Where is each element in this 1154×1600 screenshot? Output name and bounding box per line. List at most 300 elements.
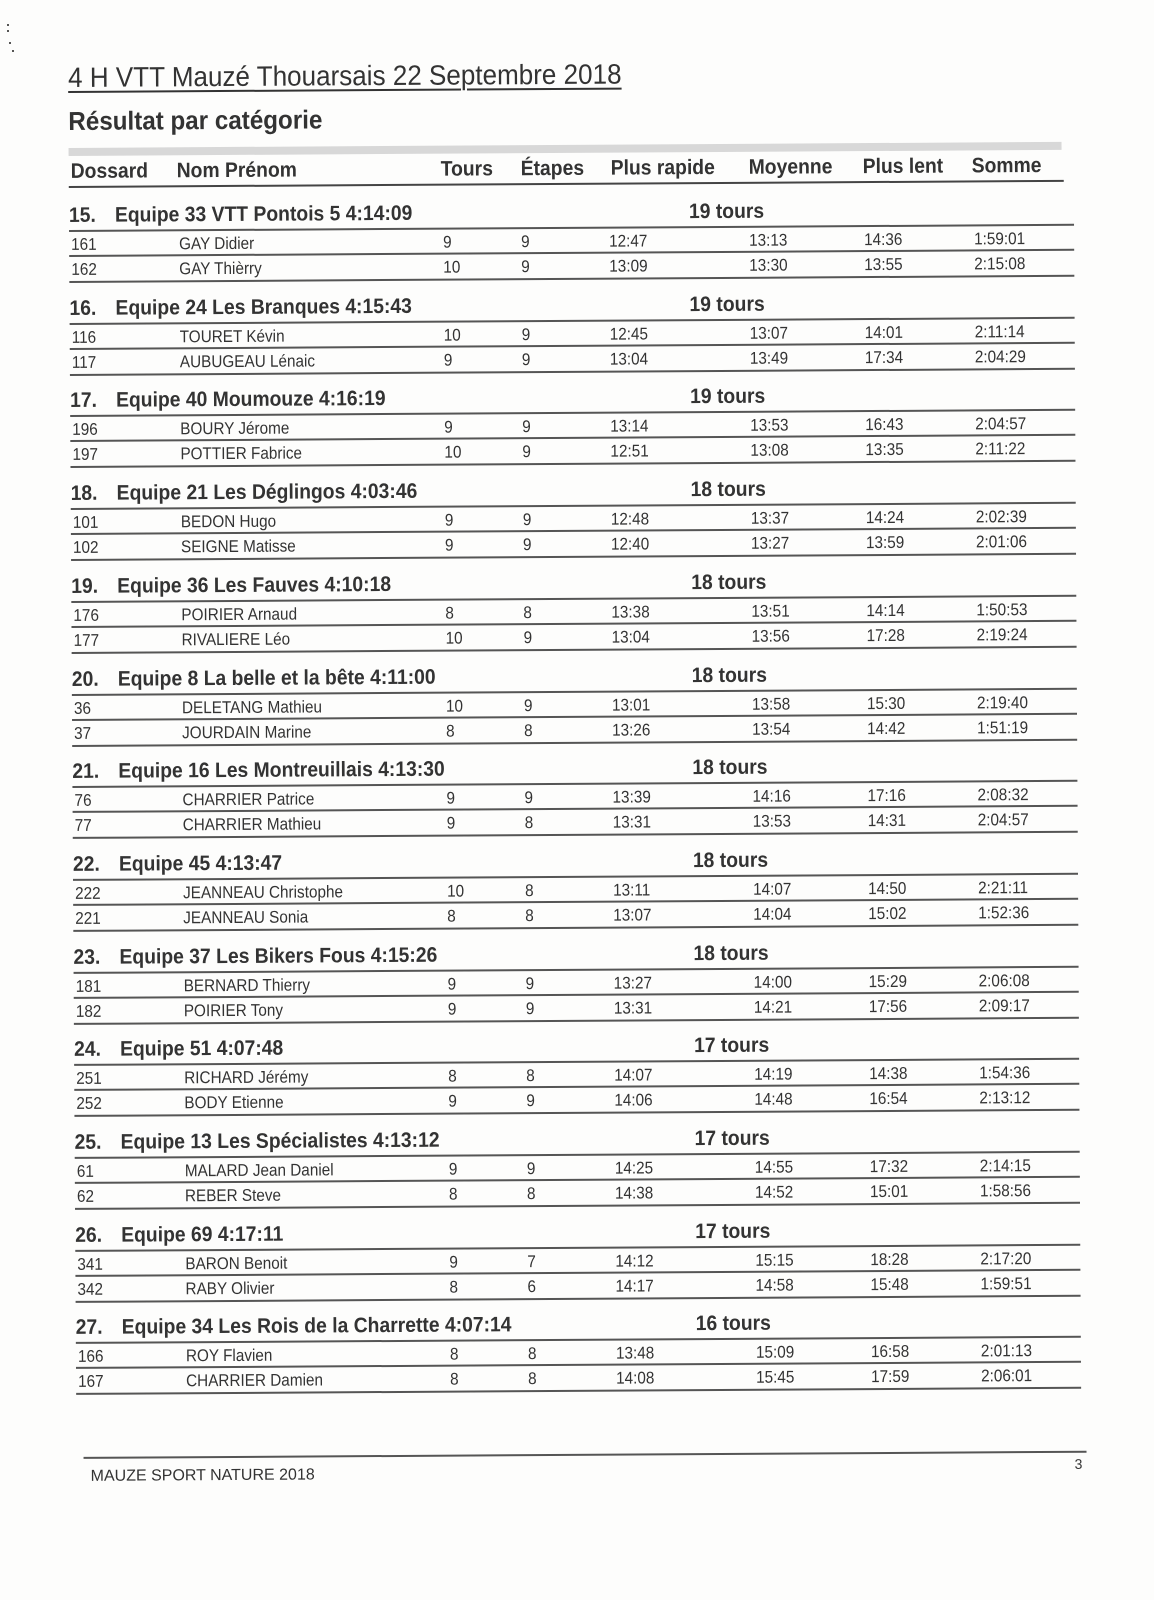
- cell-etapes: 9: [521, 324, 531, 344]
- cell-plus-rapide: 13:09: [609, 256, 648, 276]
- cell-tours: 9: [443, 232, 452, 252]
- cell-plus-lent: 15:48: [870, 1274, 909, 1294]
- cell-nom: DELETANG Mathieu: [181, 696, 323, 717]
- cell-plus-lent: 15:01: [869, 1181, 909, 1202]
- team-total-laps: 16 tours: [695, 1312, 771, 1336]
- cell-etapes: 8: [526, 1066, 535, 1086]
- cell-somme: 2:21:11: [978, 877, 1029, 898]
- team-title: [71, 480, 418, 506]
- cell-moyenne: 13:56: [751, 626, 790, 646]
- cell-moyenne: 14:55: [754, 1157, 794, 1177]
- cell-tours: 9: [447, 999, 457, 1019]
- cell-plus-lent: 13:35: [865, 440, 904, 460]
- team-title: [70, 387, 386, 413]
- cell-dossard: 251: [76, 1069, 102, 1089]
- cell-somme: 2:02:39: [975, 507, 1027, 527]
- cell-moyenne: 13:58: [751, 694, 791, 714]
- cell-plus-lent: 17:56: [868, 996, 908, 1016]
- cell-nom: BOURY Jérome: [180, 418, 290, 439]
- team-header: [72, 754, 1077, 782]
- team-total-laps: 18 tours: [690, 477, 766, 502]
- cell-tours: 8: [447, 906, 456, 926]
- team-rank: 21.: [72, 759, 100, 784]
- cell-dossard: 167: [78, 1372, 104, 1392]
- rider-row: [71, 527, 1076, 561]
- rider-row: [73, 898, 1078, 932]
- cell-dossard: 76: [74, 791, 92, 811]
- cell-tours: 8: [445, 603, 454, 623]
- cell-nom: RICHARD Jérémy: [184, 1067, 309, 1088]
- team-rank: 19.: [71, 574, 99, 598]
- cell-dossard: 196: [72, 420, 98, 440]
- cell-tours: 8: [448, 1066, 457, 1086]
- cell-plus-rapide: 13:11: [613, 880, 651, 900]
- cell-moyenne: 14:58: [755, 1275, 794, 1295]
- cell-plus-rapide: 12:48: [610, 509, 650, 529]
- team-header: [73, 847, 1078, 875]
- cell-nom: CHARRIER Damien: [186, 1370, 324, 1391]
- cell-dossard: 101: [72, 512, 99, 533]
- rider-row: [72, 712, 1077, 746]
- rider-row: [73, 805, 1078, 839]
- cell-tours: 9: [447, 974, 457, 994]
- cell-moyenne: 14:00: [753, 972, 792, 992]
- cell-etapes: 8: [526, 1184, 536, 1204]
- cell-tours: 8: [448, 1184, 458, 1204]
- cell-tours: 10: [443, 325, 461, 345]
- cell-tours: 9: [448, 1159, 458, 1179]
- cell-somme: 2:09:17: [978, 995, 1030, 1015]
- team-header: [73, 939, 1078, 967]
- cell-plus-rapide: 12:51: [610, 441, 649, 462]
- team-name: Equipe 34 Les Rois de la Charrette 4:07:14: [121, 1313, 512, 1340]
- footer-text: MAUZE SPORT NATURE 2018: [90, 1466, 315, 1485]
- team-total-laps: 17 tours: [695, 1219, 771, 1243]
- cell-somme: 2:04:29: [974, 346, 1026, 367]
- cell-dossard: 37: [74, 723, 92, 743]
- team-total-laps: 18 tours: [693, 941, 769, 965]
- cell-moyenne: 15:09: [755, 1342, 795, 1363]
- cell-somme: 2:15:08: [974, 254, 1026, 274]
- cell-plus-rapide: 13:39: [612, 787, 651, 807]
- cell-plus-lent: 13:55: [864, 254, 903, 275]
- cell-plus-rapide: 14:07: [614, 1065, 653, 1085]
- header-nom: Nom Prénom: [176, 158, 297, 183]
- cell-plus-rapide: 13:01: [611, 694, 651, 715]
- team-rank: 15.: [68, 203, 96, 227]
- team-title: [72, 758, 445, 784]
- cell-nom: BARON Benoit: [185, 1253, 288, 1273]
- team-name: Equipe 24 Les Branques 4:15:43: [115, 294, 412, 320]
- team-total-laps: 19 tours: [689, 292, 765, 316]
- cell-plus-rapide: 12:40: [610, 534, 650, 554]
- rider-row: [76, 1361, 1081, 1395]
- cell-plus-rapide: 14:17: [615, 1276, 654, 1296]
- cell-plus-rapide: 13:31: [613, 997, 653, 1018]
- team-title: [69, 295, 412, 321]
- cell-plus-lent: 14:42: [867, 718, 906, 738]
- rider-row: [74, 1083, 1079, 1117]
- cell-tours: 9: [443, 350, 453, 370]
- cell-etapes: 8: [524, 813, 534, 833]
- team-title: [72, 665, 436, 691]
- team-rank: 16.: [69, 296, 97, 320]
- cell-etapes: 8: [524, 720, 533, 740]
- cell-etapes: 9: [521, 232, 530, 252]
- footer-divider: [84, 1451, 1087, 1459]
- cell-somme: 2:01:06: [975, 532, 1028, 552]
- cell-moyenne: 14:16: [752, 786, 791, 806]
- cell-etapes: 6: [527, 1276, 537, 1296]
- cell-etapes: 9: [526, 1091, 535, 1111]
- team-header: [70, 383, 1075, 411]
- cell-somme: 2:19:40: [976, 692, 1029, 712]
- team-rank: 17.: [70, 389, 98, 413]
- cell-somme: 2:04:57: [977, 810, 1029, 830]
- cell-plus-lent: 17:28: [866, 625, 905, 645]
- cell-nom: POIRIER Tony: [183, 1000, 284, 1020]
- cell-etapes: 8: [525, 906, 534, 926]
- document-title: 4 H VTT Mauzé Thouarsais 22 Septembre 2018: [68, 58, 622, 93]
- team-header: [76, 1310, 1081, 1338]
- team-name: Equipe 13 Les Spécialistes 4:13:12: [120, 1128, 440, 1154]
- cell-moyenne: 13:30: [749, 255, 788, 275]
- rider-row: [74, 990, 1079, 1024]
- cell-moyenne: 13:54: [752, 719, 791, 739]
- cell-moyenne: 14:21: [753, 997, 793, 1017]
- cell-etapes: 8: [525, 881, 534, 901]
- header-moyenne: Moyenne: [748, 155, 833, 179]
- cell-moyenne: 13:53: [750, 415, 789, 436]
- cell-etapes: 9: [521, 257, 530, 277]
- header-etapes: Étapes: [520, 156, 585, 181]
- cell-somme: 1:54:36: [979, 1063, 1031, 1083]
- cell-tours: 9: [444, 535, 454, 555]
- cell-dossard: 222: [75, 883, 101, 903]
- team-header: [71, 476, 1076, 504]
- cell-plus-lent: 17:59: [871, 1367, 910, 1387]
- cell-plus-lent: 14:31: [867, 811, 907, 831]
- cell-plus-lent: 14:50: [868, 878, 907, 898]
- cell-tours: 9: [446, 813, 456, 833]
- cell-etapes: 7: [527, 1251, 536, 1271]
- cell-dossard: 62: [76, 1186, 95, 1206]
- team-rank: 24.: [73, 1038, 101, 1062]
- cell-etapes: 9: [523, 695, 533, 715]
- cell-nom: SEIGNE Matisse: [180, 536, 296, 557]
- cell-nom: RABY Olivier: [185, 1278, 275, 1298]
- cell-nom: GAY Thièrry: [179, 258, 262, 279]
- team-name: Equipe 33 VTT Pontois 5 4:14:09: [114, 201, 413, 227]
- cell-tours: 9: [446, 788, 456, 808]
- cell-plus-lent: 14:14: [866, 600, 905, 620]
- cell-dossard: 341: [77, 1254, 103, 1274]
- team-header: [71, 569, 1076, 597]
- cell-dossard: 182: [75, 1001, 102, 1021]
- cell-nom: POTTIER Fabrice: [180, 443, 303, 464]
- team-total-laps: 18 tours: [691, 663, 768, 687]
- cell-somme: 2:11:14: [974, 321, 1025, 342]
- cell-plus-rapide: 13:04: [609, 349, 649, 369]
- cell-tours: 8: [450, 1369, 459, 1390]
- cell-plus-lent: 15:02: [868, 903, 907, 923]
- cell-moyenne: 14:04: [753, 904, 792, 924]
- cell-plus-lent: 16:43: [865, 415, 904, 435]
- cell-plus-lent: 14:38: [869, 1064, 908, 1084]
- rider-row: [70, 434, 1075, 468]
- cell-etapes: 9: [522, 417, 531, 437]
- team-name: Equipe 8 La belle et la bête 4:11:00: [117, 665, 436, 691]
- cell-dossard: 197: [72, 445, 99, 465]
- team-rank: 25.: [74, 1130, 102, 1154]
- cell-tours: 10: [445, 628, 463, 648]
- team-header: [75, 1125, 1080, 1153]
- cell-plus-rapide: 13:38: [611, 602, 650, 622]
- cell-nom: REBER Steve: [184, 1185, 282, 1206]
- team-total-laps: 17 tours: [694, 1126, 770, 1151]
- cell-plus-lent: 14:01: [864, 322, 904, 342]
- cell-plus-rapide: 13:48: [615, 1343, 655, 1364]
- cell-moyenne: 14:19: [754, 1064, 793, 1085]
- cell-plus-rapide: 13:07: [613, 905, 652, 925]
- cell-plus-rapide: 14:12: [615, 1251, 654, 1271]
- cell-etapes: 8: [527, 1344, 537, 1364]
- team-header: [69, 290, 1074, 318]
- team-name: Equipe 36 Les Fauves 4:10:18: [117, 572, 392, 598]
- cell-dossard: 181: [75, 976, 102, 996]
- cell-dossard: 161: [71, 234, 97, 254]
- team-rank: 23.: [73, 945, 101, 969]
- team-title: [75, 1222, 283, 1247]
- cell-dossard: 61: [76, 1161, 94, 1181]
- cell-somme: 1:58:56: [979, 1181, 1032, 1201]
- cell-somme: 2:19:24: [976, 624, 1028, 645]
- cell-plus-lent: 18:28: [870, 1249, 909, 1269]
- team-total-laps: 17 tours: [693, 1033, 770, 1058]
- cell-nom: RIVALIERE Léo: [181, 629, 291, 650]
- cell-tours: 10: [445, 696, 464, 716]
- header-somme: Somme: [971, 154, 1042, 178]
- cell-plus-lent: 14:24: [865, 507, 905, 528]
- cell-plus-rapide: 12:47: [609, 231, 648, 251]
- team-rank: 26.: [75, 1223, 103, 1247]
- cell-etapes: 8: [523, 602, 532, 622]
- team-title: [73, 943, 437, 969]
- cell-nom: BERNARD Thierry: [183, 975, 311, 995]
- cell-plus-rapide: 14:38: [614, 1183, 654, 1203]
- cell-tours: 9: [444, 417, 453, 438]
- cell-moyenne: 13:53: [752, 811, 792, 831]
- team-title: [69, 202, 413, 228]
- cell-plus-rapide: 14:08: [616, 1368, 655, 1389]
- team-title: [76, 1314, 512, 1341]
- team-name: Equipe 51 4:07:48: [119, 1036, 284, 1061]
- cell-moyenne: 13:49: [749, 348, 789, 368]
- cell-dossard: 36: [73, 698, 92, 718]
- team-rank: 22.: [72, 852, 100, 876]
- cell-dossard: 166: [77, 1347, 104, 1367]
- cell-somme: 2:17:20: [980, 1248, 1032, 1269]
- team-total-laps: 19 tours: [688, 199, 765, 224]
- team-rank: 20.: [71, 667, 99, 691]
- cell-etapes: 9: [526, 1159, 536, 1179]
- cell-plus-rapide: 13:31: [612, 812, 652, 832]
- cell-etapes: 9: [522, 535, 532, 555]
- cell-dossard: 116: [71, 327, 97, 347]
- cell-plus-rapide: 12:45: [609, 324, 649, 344]
- cell-somme: 2:13:12: [979, 1088, 1031, 1108]
- cell-tours: 9: [444, 510, 454, 530]
- team-rank: 27.: [75, 1316, 103, 1340]
- cell-plus-lent: 14:36: [864, 229, 903, 250]
- team-total-laps: 18 tours: [691, 570, 767, 594]
- cell-somme: 1:59:51: [980, 1273, 1032, 1294]
- cell-dossard: 102: [72, 537, 99, 558]
- cell-plus-lent: 16:58: [870, 1342, 910, 1362]
- cell-dossard: 77: [74, 816, 92, 836]
- cell-somme: 2:01:13: [980, 1341, 1033, 1361]
- team-title: [73, 852, 282, 877]
- cell-tours: 8: [449, 1344, 459, 1365]
- cell-plus-lent: 17:34: [864, 347, 904, 367]
- cell-nom: GAY Didier: [179, 233, 255, 254]
- rider-row: [71, 620, 1076, 654]
- cell-somme: 2:06:01: [980, 1366, 1033, 1386]
- cell-plus-rapide: 14:06: [614, 1090, 653, 1110]
- cell-somme: 2:08:32: [977, 785, 1029, 805]
- cell-moyenne: 13:07: [749, 323, 789, 343]
- cell-etapes: 8: [528, 1369, 537, 1389]
- cell-somme: 1:52:36: [978, 902, 1030, 923]
- cell-nom: MALARD Jean Daniel: [184, 1160, 334, 1181]
- cell-plus-rapide: 13:27: [613, 972, 652, 993]
- team-title: [71, 573, 391, 599]
- cell-nom: ROY Flavien: [185, 1346, 273, 1366]
- team-name: Equipe 21 Les Déglingos 4:03:46: [116, 479, 418, 505]
- cell-dossard: 162: [71, 259, 97, 279]
- cell-plus-lent: 16:54: [869, 1089, 908, 1109]
- cell-tours: 8: [446, 721, 455, 741]
- cell-plus-lent: 13:59: [865, 532, 905, 553]
- cell-dossard: 117: [71, 352, 97, 372]
- team-total-laps: 18 tours: [692, 848, 769, 873]
- header-tours: Tours: [440, 157, 493, 181]
- cell-somme: 1:51:19: [977, 717, 1029, 737]
- cell-moyenne: 15:15: [755, 1250, 794, 1270]
- cell-nom: JOURDAIN Marine: [182, 721, 312, 742]
- cell-etapes: 9: [523, 627, 533, 647]
- column-headers: [69, 150, 1064, 188]
- cell-nom: POIRIER Arnaud: [181, 604, 298, 625]
- cell-tours: 9: [448, 1091, 457, 1111]
- cell-nom: JEANNEAU Christophe: [183, 882, 344, 903]
- cell-dossard: 176: [73, 605, 99, 625]
- rider-row: [75, 1176, 1080, 1210]
- cell-dossard: 221: [75, 908, 101, 928]
- team-header: [72, 661, 1077, 689]
- cell-nom: CHARRIER Patrice: [182, 789, 315, 810]
- cell-somme: 2:04:57: [975, 414, 1027, 434]
- team-name: Equipe 40 Moumouze 4:16:19: [116, 387, 386, 413]
- team-rank: 18.: [70, 481, 98, 506]
- cell-nom: JEANNEAU Sonia: [183, 907, 309, 928]
- document-subtitle: Résultat par catégorie: [68, 104, 323, 136]
- team-title: [74, 1037, 283, 1062]
- cell-somme: 2:06:08: [978, 970, 1030, 990]
- team-header: [69, 198, 1074, 226]
- cell-tours: 9: [449, 1252, 458, 1272]
- cell-etapes: 9: [525, 998, 535, 1018]
- cell-nom: BODY Etienne: [184, 1092, 284, 1113]
- cell-plus-lent: 17:32: [869, 1156, 909, 1177]
- cell-somme: 2:14:15: [979, 1156, 1031, 1176]
- cell-tours: 10: [447, 881, 465, 901]
- cell-nom: CHARRIER Mathieu: [182, 814, 322, 835]
- team-header: [75, 1217, 1080, 1245]
- page-number: 3: [1074, 1455, 1083, 1472]
- cell-plus-rapide: 14:25: [614, 1158, 654, 1178]
- cell-somme: 2:11:22: [975, 439, 1026, 459]
- team-name: Equipe 45 4:13:47: [118, 851, 283, 876]
- cell-dossard: 252: [76, 1094, 102, 1114]
- cell-moyenne: 14:52: [754, 1182, 794, 1202]
- cell-nom: AUBUGEAU Lénaic: [179, 351, 316, 371]
- cell-dossard: 342: [77, 1279, 104, 1299]
- team-total-laps: 19 tours: [690, 385, 766, 409]
- header-plus-rapide: Plus rapide: [610, 156, 715, 180]
- cell-moyenne: 13:37: [750, 508, 790, 528]
- header-plus-lent: Plus lent: [862, 154, 944, 179]
- cell-somme: 1:59:01: [974, 229, 1026, 249]
- cell-plus-lent: 15:30: [866, 693, 906, 713]
- cell-etapes: 9: [525, 973, 535, 993]
- team-name: Equipe 37 Les Bikers Fous 4:15:26: [119, 943, 438, 969]
- cell-moyenne: 14:07: [753, 879, 792, 899]
- cell-plus-lent: 15:29: [868, 971, 907, 991]
- cell-moyenne: 15:45: [756, 1367, 795, 1388]
- cell-tours: 8: [449, 1277, 459, 1297]
- cell-moyenne: 14:48: [754, 1089, 793, 1110]
- cell-somme: 1:50:53: [976, 599, 1028, 620]
- team-name: Equipe 69 4:17:11: [121, 1222, 284, 1247]
- cell-nom: TOURET Kévin: [179, 326, 285, 346]
- cell-plus-lent: 17:16: [867, 786, 906, 806]
- cell-etapes: 9: [522, 510, 532, 530]
- team-name: Equipe 16 Les Montreuillais 4:13:30: [118, 757, 445, 783]
- team-title: [75, 1129, 440, 1155]
- cell-etapes: 9: [522, 442, 531, 462]
- cell-dossard: 177: [73, 630, 100, 650]
- team-header: [74, 1032, 1079, 1060]
- rider-row: [69, 249, 1074, 283]
- cell-plus-rapide: 13:14: [610, 416, 649, 437]
- rider-row: [70, 341, 1075, 375]
- cell-plus-rapide: 13:26: [612, 719, 651, 740]
- cell-moyenne: 13:27: [750, 533, 790, 553]
- rider-row: [75, 1268, 1080, 1302]
- cell-tours: 10: [443, 257, 461, 277]
- cell-etapes: 9: [524, 788, 534, 808]
- header-dossard: Dossard: [70, 159, 149, 183]
- cell-nom: BEDON Hugo: [180, 511, 277, 532]
- cell-moyenne: 13:51: [751, 601, 790, 621]
- cell-tours: 10: [444, 442, 462, 463]
- cell-moyenne: 13:08: [750, 440, 789, 461]
- cell-plus-rapide: 13:04: [611, 627, 650, 647]
- team-total-laps: 18 tours: [692, 755, 768, 780]
- cell-etapes: 9: [521, 349, 531, 369]
- cell-moyenne: 13:13: [749, 230, 788, 250]
